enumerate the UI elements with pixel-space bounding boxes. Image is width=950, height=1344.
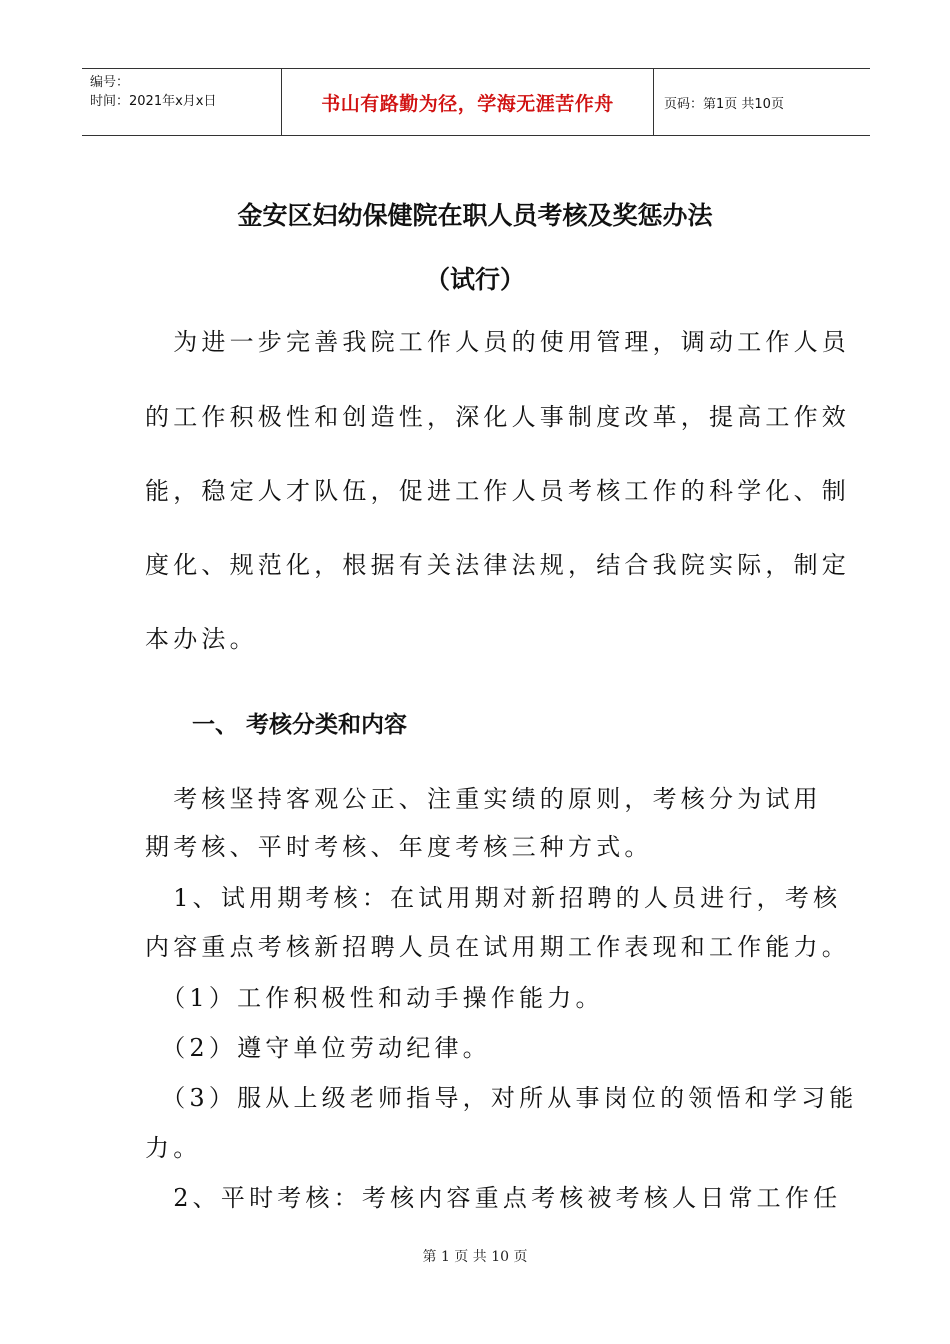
header-page-info: 页码：第1页 共10页 [664, 96, 784, 112]
intro-line: 为进一步完善我院工作人员的使用管理，调动工作人员 [145, 328, 850, 356]
code-label: 编号： [90, 75, 130, 90]
body-line: 考核坚持客观公正、注重实绩的原则，考核分为试用 [145, 785, 822, 813]
header-motto: 书山有路勤为径，学海无涯苦作舟 [282, 69, 654, 135]
document-subtitle: （试行） [424, 265, 525, 294]
body-line: 内容重点考核新招聘人员在试用期工作表现和工作能力。 [145, 933, 850, 961]
header-meta [82, 69, 282, 135]
time-label: 时间：2021年x月x日 [90, 94, 217, 109]
body-line: （1）工作积极性和动手操作能力。 [145, 984, 604, 1012]
page-header [82, 68, 870, 136]
intro-line: 本办法。 [145, 625, 258, 653]
body-line: 期考核、平时考核、年度考核三种方式。 [145, 833, 653, 861]
body-line: 力。 [145, 1134, 202, 1162]
intro-line: 能，稳定人才队伍，促进工作人员考核工作的科学化、制 [145, 477, 850, 505]
body-line: （2）遵守单位劳动纪律。 [145, 1034, 491, 1062]
body-line: （3）服从上级老师指导，对所从事岗位的领悟和学习能 [145, 1084, 858, 1112]
intro-line: 的工作积极性和创造性，深化人事制度改革，提高工作效 [145, 403, 850, 431]
page-footer: 第 1 页 共 10 页 [422, 1249, 528, 1265]
body-line: 2、平时考核：考核内容重点考核被考核人日常工作任 [145, 1184, 842, 1212]
section-heading: 一、 考核分类和内容 [192, 712, 408, 738]
document-title: 金安区妇幼保健院在职人员考核及奖惩办法 [237, 201, 713, 230]
intro-line: 度化、规范化，根据有关法律法规，结合我院实际，制定 [145, 551, 850, 579]
body-line: 1、试用期考核：在试用期对新招聘的人员进行，考核 [145, 884, 842, 912]
